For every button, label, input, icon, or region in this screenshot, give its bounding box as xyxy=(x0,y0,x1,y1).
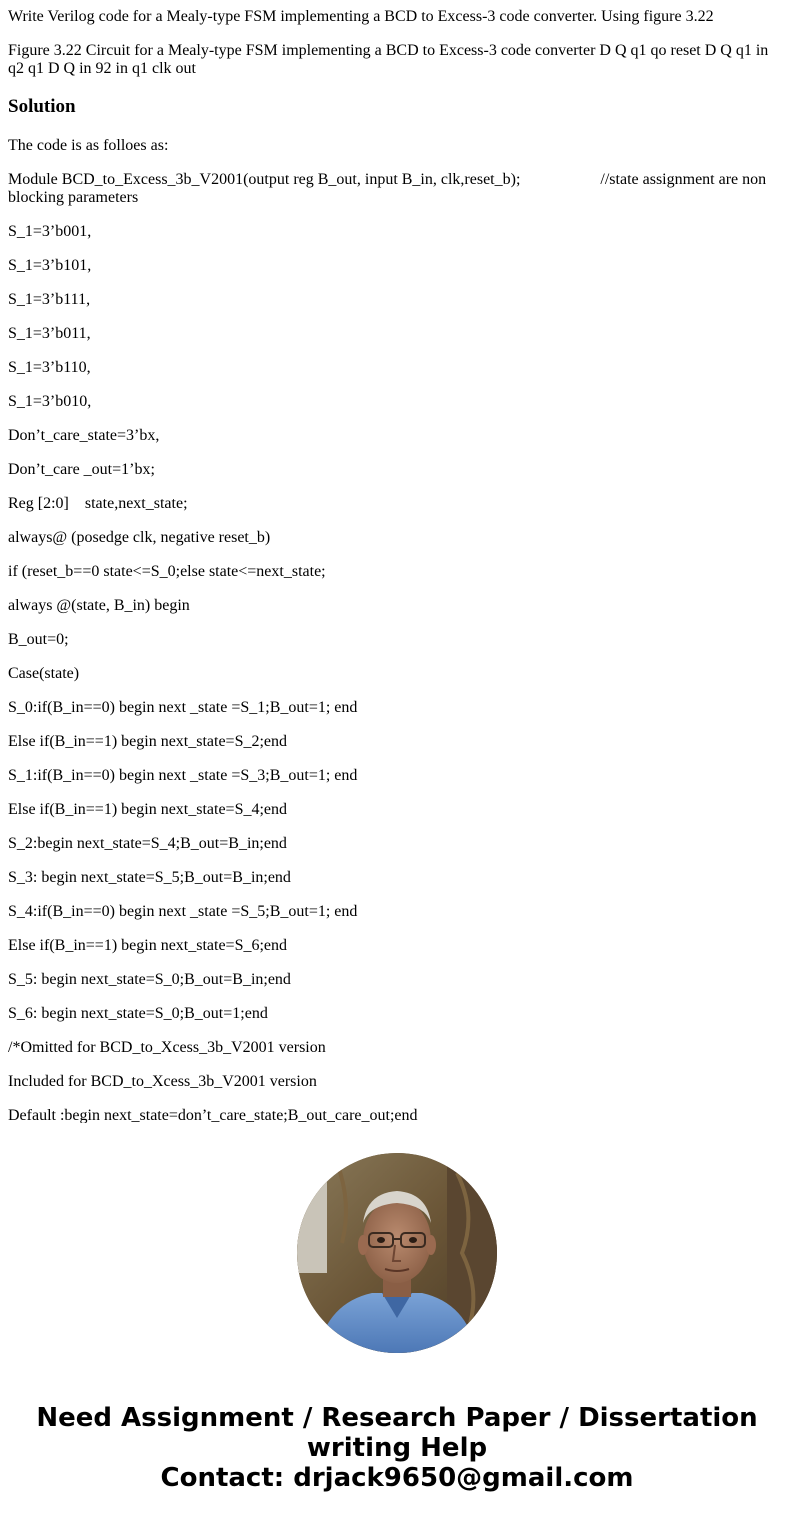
code-block xyxy=(8,223,778,1123)
code-line: S_1=3’b011, xyxy=(8,325,91,342)
solution-heading: Solution xyxy=(8,96,76,117)
code-line: S_1=3’b111, xyxy=(8,291,91,308)
module-declaration xyxy=(8,171,778,207)
code-line: /*Omitted for BCD_to_Xcess_3b_V2001 version xyxy=(8,1039,326,1056)
author-avatar xyxy=(297,1153,497,1353)
solution-intro: The code is as folloes as: xyxy=(8,137,169,154)
code-line: always@ (posedge clk, negative reset_b) xyxy=(8,529,271,546)
promo-contact: Contact: drjack9650@gmail.com xyxy=(160,1463,634,1493)
code-line: Else if(B_in==1) begin next_state=S_6;end xyxy=(8,937,288,954)
figure-caption: Figure 3.22 Circuit for a Mealy-type FSM implementing a BCD to Excess-3 code converter D Q q1 qo reset D Q q1 in q2 q1 D Q in 92 in q1 clk out xyxy=(8,42,769,77)
module-comment: //state assignment are non blocking parameters xyxy=(8,171,767,206)
code-line: Reg [2:0] state,next_state; xyxy=(8,495,188,512)
code-line: S_1=3’b010, xyxy=(8,393,92,410)
code-line: S_1:if(B_in==0) begin next _state =S_3;B_out=1; end xyxy=(8,767,358,784)
code-line: S_2:begin next_state=S_4;B_out=B_in;end xyxy=(8,835,287,852)
code-line: if (reset_b==0 state<=S_0;else state<=next_state; xyxy=(8,563,326,580)
author-portrait-image xyxy=(297,1153,497,1353)
code-line: S_5: begin next_state=S_0;B_out=B_in;end xyxy=(8,971,291,988)
code-line: S_0:if(B_in==0) begin next _state =S_1;B_out=1; end xyxy=(8,699,358,716)
code-line: B_out=0; xyxy=(8,631,69,648)
code-line: Don’t_care _out=1’bx; xyxy=(8,461,155,478)
promo-line-2: writing Help xyxy=(306,1433,488,1463)
module-declaration-code: Module BCD_to_Excess_3b_V2001(output reg B_out, input B_in, clk,reset_b); xyxy=(8,171,521,188)
code-line: S_1=3’b101, xyxy=(8,257,92,274)
code-line: S_1=3’b001, xyxy=(8,223,92,240)
code-line: S_3: begin next_state=S_5;B_out=B_in;end xyxy=(8,869,291,886)
code-line: always @(state, B_in) begin xyxy=(8,597,190,614)
code-line: Else if(B_in==1) begin next_state=S_2;end xyxy=(8,733,288,750)
promo-banner xyxy=(0,1403,794,1493)
promo-line-1: Need Assignment / Research Paper / Dissertation xyxy=(36,1403,758,1433)
code-line: S_4:if(B_in==0) begin next _state =S_5;B_out=1; end xyxy=(8,903,358,920)
code-line: Default :begin next_state=don’t_care_state;B_out_care_out;end xyxy=(8,1107,418,1123)
question-text: Write Verilog code for a Mealy-type FSM implementing a BCD to Excess-3 code converter. Using figure 3.22 xyxy=(8,8,714,25)
code-line: Case(state) xyxy=(8,665,80,682)
code-line: Included for BCD_to_Xcess_3b_V2001 version xyxy=(8,1073,317,1090)
code-line: Else if(B_in==1) begin next_state=S_4;end xyxy=(8,801,288,818)
code-line: S_1=3’b110, xyxy=(8,359,91,376)
code-line: Don’t_care_state=3’bx, xyxy=(8,427,160,444)
code-line: S_6: begin next_state=S_0;B_out=1;end xyxy=(8,1005,268,1022)
